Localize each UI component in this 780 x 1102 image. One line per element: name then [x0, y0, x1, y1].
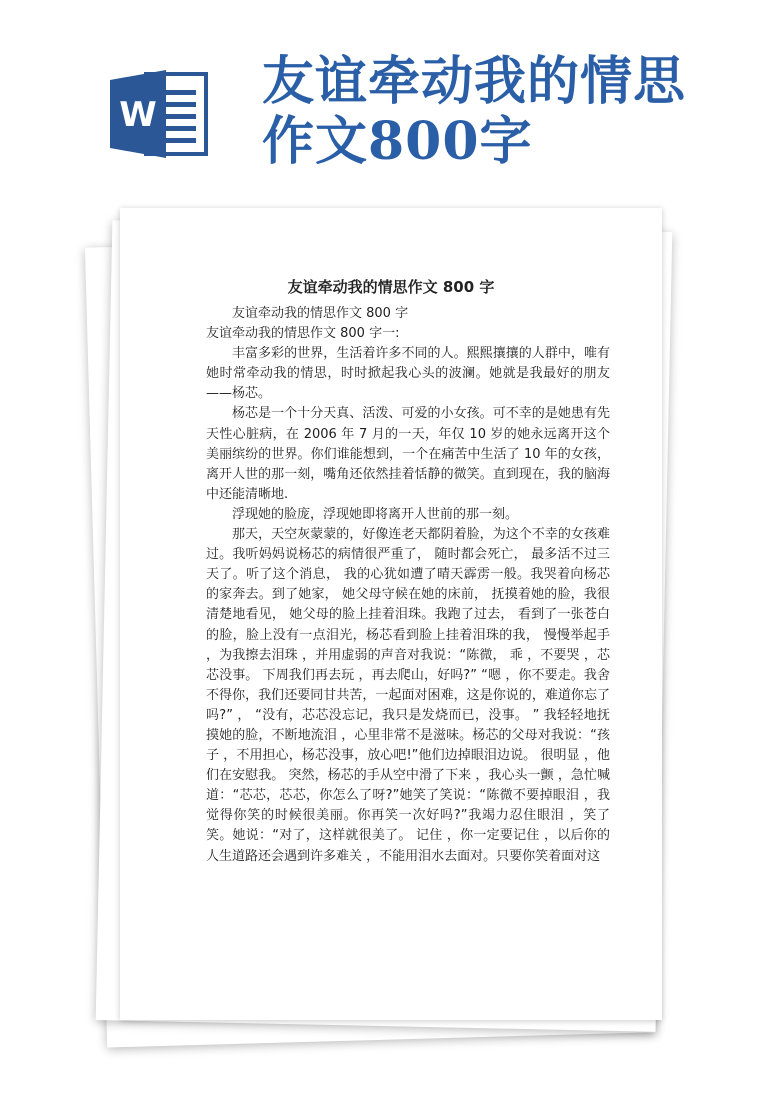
word-document-icon — [108, 66, 210, 162]
paragraph: 丰富多彩的世界，生活着许多不同的人。熙熙攘攘的人群中，唯有她时常牵动我的情思，时时掀起我心头的波澜。她就是我最好的朋友——杨芯。 — [206, 346, 610, 402]
paragraph: 友谊牵动我的情思作文 800 字一: — [206, 326, 400, 342]
banner-title — [262, 52, 772, 172]
paragraph: 杨芯是一个十分天真、活泼、可爱的小女孩。可不幸的是她患有先天性心脏病，在 2006 年 7 月的一天，年仅 10 岁的她永远离开这个美丽缤纷的世界。你们谁能想到，一个在痛苦中生活了 10 年的女孩，离开人世的那一刻，嘴角还依然挂着恬静的微笑。直到现在，我的脑海中还能清晰地. — [206, 406, 610, 502]
paragraph: 浮现她的脸庞，浮现她即将离开人世前的那一刻。 — [232, 506, 519, 522]
paragraph: 友谊牵动我的情思作文 800 字 — [232, 306, 409, 321]
document-page — [120, 208, 662, 1020]
paragraph: 那天，天空灰蒙蒙的，好像连老天都阴着脸，为这个不幸的女孩难过。我听妈妈说杨芯的病情很严重了， 随时都会死亡， 最多活不过三天了。听了这个消息， 我的心犹如遭了晴天霹雳一般。我哭着向杨芯的家奔去。到了她家， 她父母守候在她的床前， 抚摸着她的脸，我很清楚地看见， 她父母的脸上挂着泪珠。我跑了过去， 看到了一张苍白的脸，脸上没有一点泪光，杨芯看到脸上挂着泪珠的我， 慢慢举起手 ，为我擦去泪珠 ，并用虚弱的声音对我说：“陈微， 乖 ，不要哭 ，芯芯没事。 下周我们再去玩 ，再去爬山，好吗?” “嗯 ，你不要走。我舍不得你，我们还要同甘共苦，一起面对困难，这是你说的，难道你忘了吗?” ， “没有，芯芯没忘记，我只是发烧而已，没事。 ” 我轻轻地抚摸她的脸，不断地流泪 ，心里非常不是滋味。杨芯的父母对我说：“孩子 ，不用担心，杨芯没事，放心吧!”他们边掉眼泪边说。 很明显 ，他们在安慰我。 突然，杨芯的手从空中滑了下来 ，我心头一颤 ，急忙喊道：“芯芯，芯芯，你怎么了呀?”她笑了笑说：“陈微不要掉眼泪 ，我觉得你笑的时候很美丽。你再笑一次好吗?”我竭力忍住眼泪 ，笑了笑。她说：“对了，这样就很美了。 记住 ，你一定要记住 ，以后你的人生道路还会遇到许多难关 ，不能用泪水去面对。只要你笑着面对这 — [206, 527, 610, 864]
document-title: 友谊牵动我的情思作文 800 字 — [287, 278, 495, 296]
banner-title-line2: 作文800字 — [262, 111, 533, 172]
banner-title-line1: 友谊牵动我的情思 — [262, 51, 687, 112]
document-body — [206, 304, 610, 867]
svg-text:W: W — [119, 95, 157, 135]
